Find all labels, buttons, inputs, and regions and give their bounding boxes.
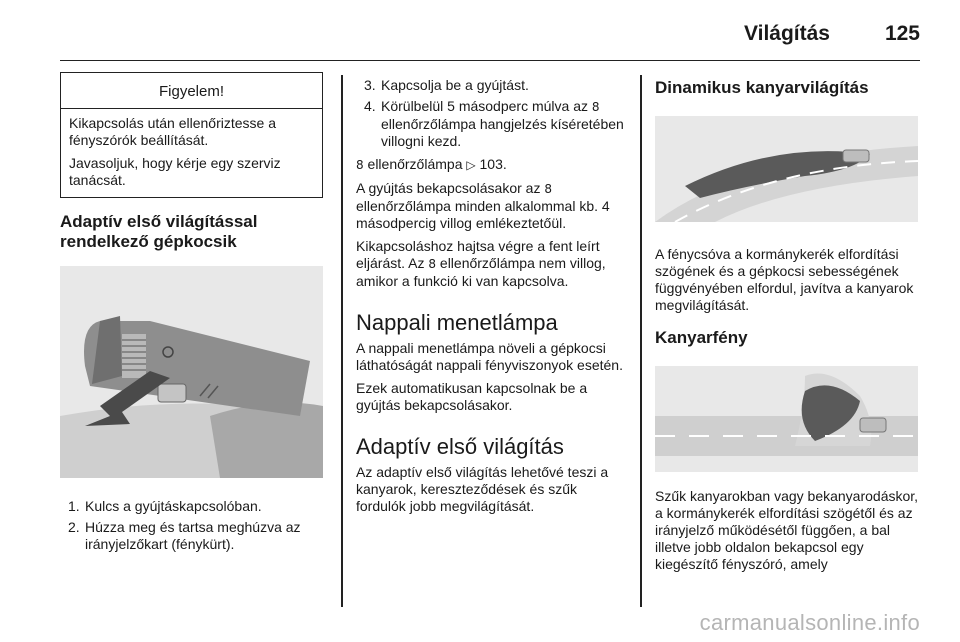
watermark: carmanualsonline.info bbox=[699, 610, 920, 635]
warning-title: Figyelem! bbox=[61, 73, 322, 109]
column-divider bbox=[640, 75, 642, 607]
section-heading: Adaptív első világítás bbox=[356, 434, 564, 459]
list-item: 4. Körülbelül 5 másodperc múlva az 8 ellenőrzőlámpa hangjelzés kíséretében villogni kezd. bbox=[364, 98, 624, 149]
section-heading: Nappali menetlámpa bbox=[356, 310, 558, 335]
page-reference-link[interactable]: 103. bbox=[479, 156, 507, 172]
list-item: 1. Kulcs a gyújtáskapcsolóban. bbox=[68, 498, 262, 514]
headlight-control-icon: 8 bbox=[544, 182, 552, 196]
column-2 bbox=[356, 77, 626, 515]
page-header bbox=[60, 14, 920, 61]
cornering-light-illustration bbox=[655, 366, 918, 472]
paragraph: Az adaptív első világítás lehetővé teszi a kanyarok, kereszteződések és szűk fordulók jobb megvilágítását. bbox=[356, 464, 609, 514]
page-reference-arrow-icon: ▷ bbox=[466, 158, 476, 172]
headlight-control-icon: 8 bbox=[591, 100, 600, 114]
column-3 bbox=[655, 78, 923, 573]
warning-body bbox=[61, 109, 322, 197]
paragraph: A fénycsóva a kormánykerék elfordítási szögének és a gépkocsi sebességének függvényében elfordul, javítva a kanyarok megvilágítását. bbox=[655, 246, 914, 313]
reference-line: 8 ellenőrzőlámpa ▷ 103. bbox=[356, 156, 507, 172]
paragraph: Ezek automatikusan kapcsolnak be a gyújtás bekapcsolásakor. bbox=[356, 380, 588, 413]
page-title: Világítás bbox=[744, 22, 830, 45]
list-item: 3. Kapcsolja be a gyújtást. bbox=[364, 77, 529, 93]
stalk-illustration bbox=[60, 266, 323, 478]
section-heading: Dinamikus kanyarvilágítás bbox=[655, 78, 869, 97]
bending-light-road-image bbox=[655, 116, 918, 222]
paragraph: Szűk kanyarokban vagy bekanyarodáskor, a kormánykerék elfordítási szögétől és az irányjelző működésétől függően, a bal illetve jobb oldalon bekapcsol egy kiegészítő fényszóró, amely bbox=[655, 488, 919, 572]
warning-text: Javasoljuk, hogy kérje egy szerviz tanácsát. bbox=[69, 155, 281, 188]
paragraph: A gyújtás bekapcsolásakor az 8 ellenőrzőlámpa minden alkalommal kb. 4 másodpercig villog emlékeztetőül. bbox=[356, 180, 610, 231]
section-heading: Adaptív első világítással rendelkező gépkocsik bbox=[60, 212, 258, 251]
instruction-list bbox=[60, 498, 323, 553]
headlight-control-icon: 8 bbox=[428, 257, 437, 271]
warning-box bbox=[60, 72, 323, 198]
column-1 bbox=[60, 72, 323, 557]
turn-signal-stalk-image bbox=[60, 266, 323, 478]
warning-text: Kikapcsolás után ellenőriztesse a fényszórók beállítását. bbox=[69, 115, 277, 148]
paragraph: A nappali menetlámpa növeli a gépkocsi láthatóságát nappali fényviszonyok esetén. bbox=[356, 340, 623, 373]
paragraph: Kikapcsoláshoz hajtsa végre a fent leírt eljárást. Az 8 ellenőrzőlámpa nem villog, amikor a funkció ki van kapcsolva. bbox=[356, 238, 606, 289]
cornering-light-road-image bbox=[655, 366, 918, 472]
instruction-list bbox=[356, 77, 626, 150]
list-item: 2. Húzza meg és tartsa meghúzva az irányjelzőkart (fénykürt). bbox=[68, 519, 301, 552]
headlight-control-icon: 8 bbox=[356, 158, 364, 172]
column-divider bbox=[341, 75, 343, 607]
section-heading: Kanyarfény bbox=[655, 328, 748, 347]
dynamic-bending-light-illustration bbox=[655, 116, 918, 222]
page-number: 125 bbox=[884, 22, 920, 45]
